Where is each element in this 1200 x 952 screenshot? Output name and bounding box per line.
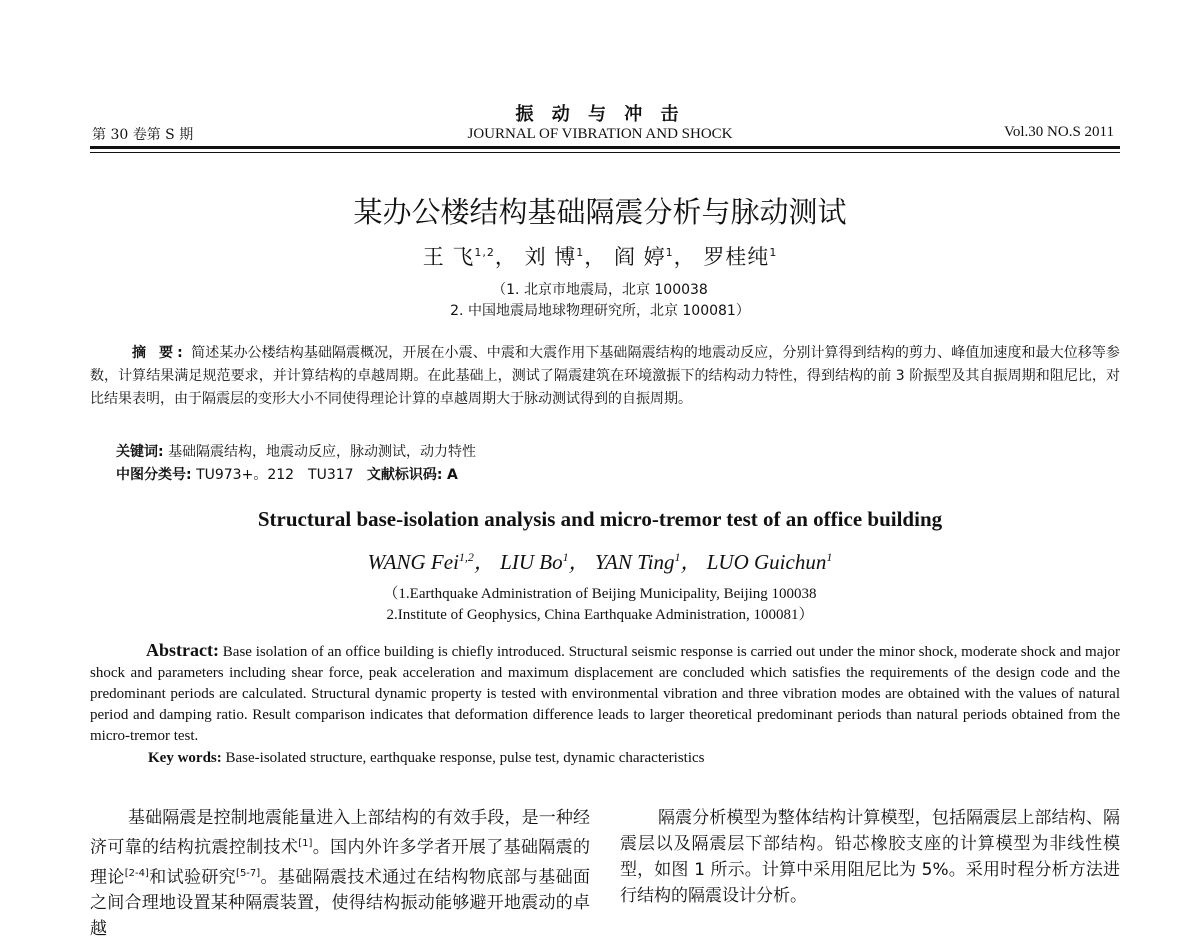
journal-name-cn: 振 动 与 冲 击: [515, 104, 685, 125]
author-cn: 阎 婷: [613, 245, 666, 269]
keywords-cn: [116, 441, 476, 461]
author-affil-sup: 1: [769, 246, 778, 259]
body-column-left: [90, 805, 590, 942]
keywords-en: [148, 750, 705, 767]
author-en: WANG Fei: [367, 550, 459, 574]
keywords-cn-text: 基础隔震结构，地震动反应，脉动测试，动力特性: [168, 444, 477, 460]
header-rule-thick: [90, 146, 1120, 149]
body-text: 。基础隔震技术通过在结构物底部与基础面之间合理地设置某种隔震装置，使得结构振动能够避开地震动的卓越: [90, 867, 591, 940]
clc-value: TU973+。212 TU317: [196, 467, 354, 483]
classification-line: [116, 464, 458, 484]
doc-code-label: 文献标识码:: [366, 467, 443, 483]
authors-cn: 王 飞$^{1,2}$， 刘 博$^1$， 阎 婷$^1$， 罗桂纯$^1$: [422, 245, 778, 269]
keywords-en-label: Key words:: [148, 750, 222, 766]
paper-title-en: Structural base-isolation analysis and micro-tremor test of an office building: [257, 507, 943, 531]
citation-ref[interactable]: [2-4]: [124, 867, 149, 879]
author-affil-sup: 1,2: [458, 550, 474, 564]
author-en: LIU Bo: [500, 550, 563, 574]
header-rule-thin: [90, 152, 1120, 153]
author-en: YAN Ting: [594, 550, 675, 574]
author-affil-sup: 1: [562, 550, 569, 564]
citation-ref[interactable]: [5-7]: [236, 867, 261, 879]
body-column-right: [620, 805, 1120, 909]
clc-label: 中图分类号:: [116, 467, 192, 483]
affiliation-cn-1: （1. 北京市地震局，北京 100038: [492, 282, 708, 298]
author-cn: 罗桂纯: [703, 245, 770, 269]
author-cn: 刘 博: [524, 245, 577, 269]
keywords-en-text: Base-isolated structure, earthquake response, pulse test, dynamic characteristics: [225, 750, 705, 766]
author-affil-sup: 1: [665, 246, 674, 259]
author-affil-sup: 1: [826, 550, 833, 564]
affiliation-en-2: 2.Institute of Geophysics, China Earthquake Administration, 100081）: [386, 607, 814, 623]
body-text: 和试验研究: [148, 867, 237, 888]
abstract-en-text: Base isolation of an office building is chiefly introduced. Structural seismic response is carried out under the minor shock, moderate shock and major shock and parameters including shear force, peak acceleration and maximum displacement are concluded which satisfies the requirements of the design code and the predominant periods are calculated. Structural dynamic property is tested with environmental vibration and three vibration modes are obtained with the values of natural period and damping ratio. Result comparison indicates that deformation difference leads to larger theoretical predominant periods than natural periods obtained from the micro-tremor test.: [90, 644, 1121, 744]
affiliation-en-1: （1.Earthquake Administration of Beijing Municipality, Beijing 100038: [383, 586, 817, 602]
author-affil-sup: 1,2: [474, 246, 495, 259]
author-affil-sup: 1: [576, 246, 585, 259]
body-text: 。国内外许多学者开展了基础隔震的理论: [90, 837, 591, 888]
author-cn: 王 飞: [422, 245, 475, 269]
authors-en: WANG Fei$^{1,2}$， LIU Bo$^1$， YAN Ting$^1$， LUO Guichun$^1$: [367, 550, 833, 574]
doc-code-value: A: [446, 467, 458, 483]
paper-title-cn: 某办公楼结构基础隔震分析与脉动测试: [353, 195, 847, 229]
volume-issue-cn: 第 30 卷第 S 期: [92, 127, 194, 143]
abstract-en-label: Abstract:: [146, 640, 219, 660]
body-text: 基础隔震是控制地震能量进入上部结构的有效手段，是一种经济可靠的结构抗震控制技术: [90, 808, 590, 858]
body-text: 隔震分析模型为整体结构计算模型，包括隔震层上部结构、隔震层以及隔震层下部结构。铅芯橡胶支座的计算模型为非线性模型，如图 1 所示。计算中采用阻尼比为 5%。采用时程分析方法进行结构的隔震设计分析。: [620, 808, 1120, 906]
journal-name-en: JOURNAL OF VIBRATION AND SHOCK: [467, 126, 733, 142]
abstract-cn-text: 简述某办公楼结构基础隔震概况，开展在小震、中震和大震作用下基础隔震结构的地震动反应，分别计算得到结构的剪力、峰值加速度和最大位移等参数，计算结果满足规范要求，并计算结构的卓越周期。在此基础上，测试了隔震建筑在环境激振下的结构动力特性，得到结构的前 3 阶振型及其自振周期和阻尼比，对比结果表明，由于隔震层的变形大小不同使得理论计算的卓越周期大于脉动测试得到的自振周期。: [90, 345, 1120, 407]
abstract-cn: [90, 342, 1120, 411]
author-en: LUO Guichun: [706, 550, 827, 574]
citation-ref[interactable]: [1]: [298, 838, 313, 849]
keywords-cn-label: 关键词:: [116, 444, 164, 460]
affiliation-cn-2: 2. 中国地震局地球物理研究所，北京 100081）: [450, 303, 750, 319]
author-affil-sup: 1: [674, 550, 681, 564]
volume-issue-en: Vol.30 NO.S 2011: [1003, 124, 1114, 140]
abstract-cn-label: 摘 要:: [132, 345, 187, 361]
abstract-en: [90, 640, 1120, 747]
